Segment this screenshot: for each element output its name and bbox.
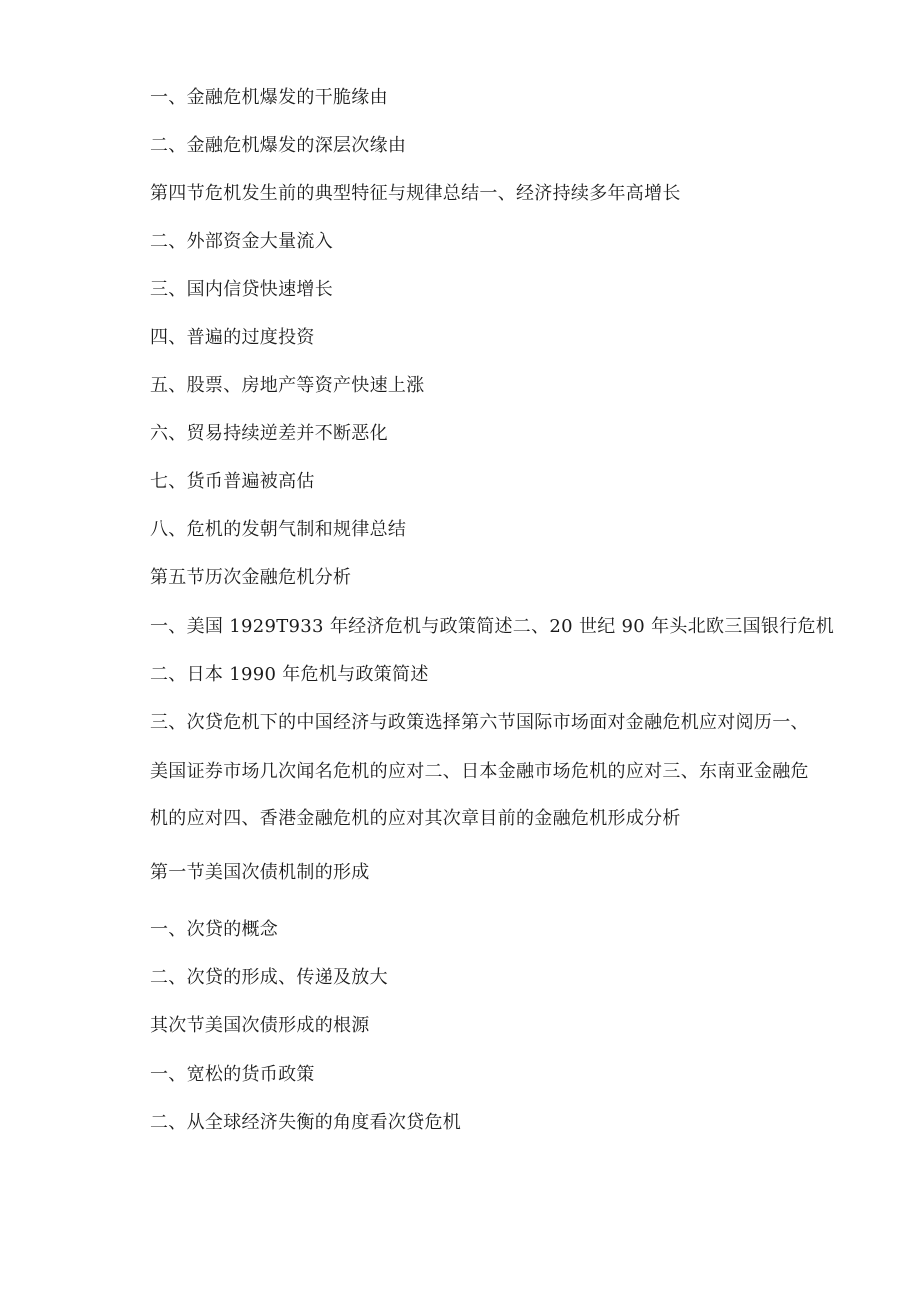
toc-line-2: 二、金融危机爆发的深层次缘由 bbox=[150, 135, 407, 156]
toc-line-5: 三、国内信贷快速增长 bbox=[150, 279, 333, 300]
toc-line-13: 二、日本 1990 年危机与政策简述 bbox=[150, 664, 429, 685]
toc-line-21: 一、宽松的货币政策 bbox=[150, 1064, 315, 1085]
toc-line-12: 一、美国 1929T933 年经济危机与政策简述二、20 世纪 90 年头北欧三国银行危机 bbox=[150, 616, 835, 637]
toc-line-7: 五、股票、房地产等资产快速上涨 bbox=[150, 375, 425, 396]
toc-line-22: 二、从全球经济失衡的角度看次贷危机 bbox=[150, 1112, 462, 1133]
toc-line-3: 第四节危机发生前的典型特征与规律总结一、经济持续多年高增长 bbox=[150, 183, 681, 204]
toc-line-9: 七、货币普遍被高估 bbox=[150, 471, 315, 492]
toc-line-18: 一、次贷的概念 bbox=[150, 919, 279, 940]
toc-line-8: 六、贸易持续逆差并不断恶化 bbox=[150, 423, 388, 444]
toc-line-14: 三、次贷危机下的中国经济与政策选择第六节国际市场面对金融危机应对阅历一、 bbox=[150, 712, 809, 733]
toc-line-19: 二、次贷的形成、传递及放大 bbox=[150, 967, 388, 988]
toc-line-10: 八、危机的发朝气制和规律总结 bbox=[150, 519, 407, 540]
toc-line-4: 二、外部资金大量流入 bbox=[150, 231, 333, 252]
toc-line-1: 一、金融危机爆发的干脆缘由 bbox=[150, 87, 388, 108]
toc-line-6: 四、普遍的过度投资 bbox=[150, 327, 315, 348]
toc-line-15: 美国证券市场几次闻名危机的应对二、日本金融市场危机的应对三、东南亚金融危 bbox=[150, 761, 809, 782]
toc-line-11: 第五节历次金融危机分析 bbox=[150, 567, 352, 588]
toc-line-17: 第一节美国次债机制的形成 bbox=[150, 862, 370, 883]
toc-line-16: 机的应对四、香港金融危机的应对其次章目前的金融危机形成分析 bbox=[150, 808, 681, 829]
toc-line-20: 其次节美国次债形成的根源 bbox=[150, 1015, 370, 1036]
